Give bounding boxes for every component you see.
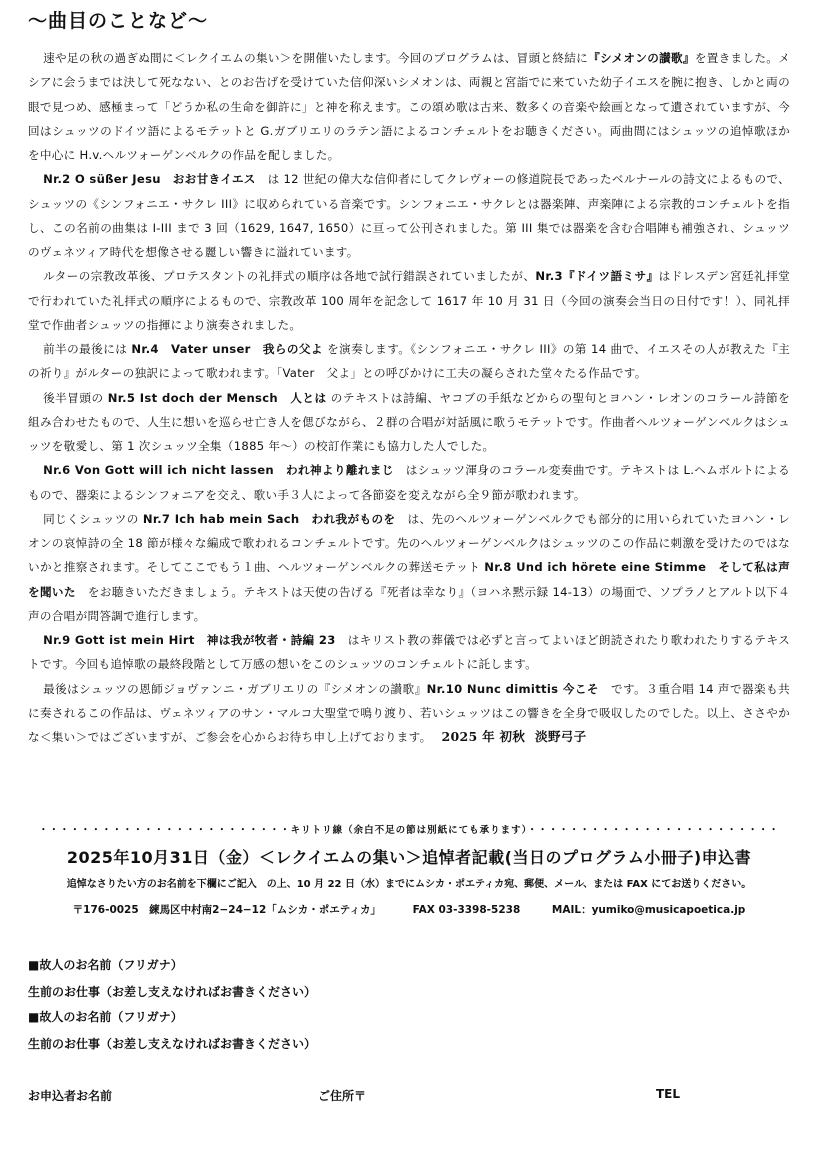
text-run: 同じくシュッツの xyxy=(43,511,143,526)
applicant-name-field[interactable]: お申込者お名前 xyxy=(28,1089,113,1103)
deceased-name-field-1[interactable]: ■故人のお名前（フリガナ） xyxy=(28,958,183,972)
text-run-bold: 『シメオンの讃歌』 xyxy=(588,51,695,65)
text-run: はキリスト教の葬儀では必ずと言ってよいほど朗読されたり歌われたりするテキストです。今回も追悼歌の最終段階として万感の想いをこのシュッツのコンチェルトに託します。 xyxy=(28,633,790,672)
signature-date: 2025 年 初秋 xyxy=(441,729,526,744)
text-run: をお聴きいただきましょう。テキストは天使の告げる『死者は幸なり』（ヨハネ黙示録 14-13）の場面で、ソプラノとアルト以下４声の合唱が問答調で進行します。 xyxy=(28,584,790,623)
form-instructions: 追悼なさりたい方のお名前を下欄にご記入 の上、10 月 22 日（水）までにムシカ・ポエティカ宛、郵便、メール、または FAX にてお送りください。 xyxy=(66,879,752,890)
text-run: はシュッツ渾身のコラール変奏曲です。テキストは L.ヘムボルトによるもので、器楽によるシンフォニアを交え、歌い手３人によって各節姿を変えながら全９節が歌われます。 xyxy=(28,463,790,502)
page-heading: 〜曲目のことなど〜 xyxy=(28,10,209,32)
email-address: MAIL：yumiko@musicapoetica.jp xyxy=(551,904,746,916)
occupation-field-2[interactable]: 生前のお仕事（お差し支えなければお書きください） xyxy=(28,1037,317,1051)
text-run-bold: Nr.2 O süßer Jesu おお甘きイエス xyxy=(43,172,256,187)
text-run: のテキストは詩編、ヤコブの手紙などからの聖句とヨハン・レオンのコラール詩節を組み合わせたもので、人生に想いを巡らせ亡き人を偲びながら、２群の合唱が対話風に歌うモテットです。作曲者ヘルツォーゲンベルクはシュッツを敬愛し、第 1 次シュッツ全集（1885 年〜）の校訂作業にも協力した人でした。 xyxy=(28,390,790,453)
text-run-bold: Nr.10 Nunc dimittis 今こそ xyxy=(426,681,599,696)
text-run-bold: Nr.3『ドイツ語ミサ』 xyxy=(535,269,659,284)
text-run: 最後はシュッツの恩師ジョヴァンニ・ガブリエリの『シメオンの讃歌』 xyxy=(43,681,427,696)
paragraph-nr2 xyxy=(28,167,790,264)
text-run: 前半の最後には xyxy=(43,342,132,356)
paragraph-nr6 xyxy=(28,458,790,507)
signature-name: 淡野弓子 xyxy=(535,729,587,744)
text-run: です。３重合唱 14 声で器楽も共に奏されるこの作品は、ヴェネツィアのサン・マルコ大聖堂で鳴り渡り、若いシュッツはこの響きを全身で吸収したのでした。以上、ささやかな＜集い＞ではございますが、ご参会を心からお待ち申し上げております。 xyxy=(28,681,790,744)
text-run: を置きました。メシアに会うまでは決して死なない、とのお告げを受けていた信仰深いシメオンは、両親と宮詣でに来ていた幼子イエスを腕に抱き、しかと両の眼で見つめ、感極まって「どうか私の生命を御許に」と神を称えます。この頌め歌は古来、数多くの音楽や絵画となって遺されていますが、今回はシュッツのドイツ語によるモテットと G.ガブリエリのラテン語によるコンチェルトをお聴きください。両曲間にはシュッツの追悼歌ほかを中心に H.v.ヘルツォーゲンベルクの作品を配しました。 xyxy=(28,51,791,162)
text-run: 速や足の秋の過ぎぬ間に＜レクイエムの集い＞を開催いたします。今回のプログラムは、冒頭と終結に xyxy=(43,51,589,65)
program-notes xyxy=(28,46,790,749)
text-run: はドレスデン宮廷礼拝堂で行われていた礼拝式の順序によるもので、宗教改革 100 周年を記念して 1617 年 10 月 31 日（今回の演奏会当日の日付です！）、同礼拝堂で作曲者シュッツの指揮により演奏されました。 xyxy=(28,269,790,332)
paragraph-nr10 xyxy=(28,677,790,750)
fax-number: FAX 03-3398-5238 xyxy=(412,904,521,916)
text-run-bold: Nr.5 Ist doch der Mensch 人とは xyxy=(107,390,327,405)
text-run: は、先のヘルツォーゲンベルクでも部分的に用いられていたヨハン・レオンの哀悼詩の全 18 節が様々な編成で歌われるコンチェルトです。先のヘルツォーゲンベルクはシュッツのこの作品に刺激を受けたのではないかと推察されます。そしてここでもう１曲、ヘルツォーゲンベルクの葬送モテット xyxy=(28,511,791,575)
text-run-bold: Nr.7 Ich hab mein Sach われ我がものを xyxy=(142,511,396,526)
paragraph-intro xyxy=(28,46,790,167)
text-run: ルターの宗教改革後、プロテスタントの礼拝式の順序は各地で試行錯誤されていましたが、 xyxy=(43,269,536,284)
text-run-bold: Nr.8 Und ich hörete eine Stimme そして私は声を聞いた xyxy=(28,560,790,599)
text-run: は 12 世紀の偉大な信仰者にしてクレヴォーの修道院長であったベルナールの詩文によるもので、シュッツの《シンフォニエ・サクレ III》に収められている音楽です。シンフォニエ・サクレとは器楽陣、声楽陣による宗教的コンチェルトを指し、この名前の曲集は I-III まで 3 回（1629, 1647, 1650）に亘って公刊されました。第 III 集では器楽を含む合唱陣も補強され、シュッツのヴェネツィア時代を想像させる麗しい響きに溢れています。 xyxy=(28,172,790,259)
postal-address: 〒176-0025 練馬区中村南2−24−12「ムシカ・ポエティカ」 xyxy=(72,904,381,916)
paragraph-nr7-nr8 xyxy=(28,507,790,628)
text-run-bold: Nr.4 Vater unser 我らの父よ xyxy=(131,342,323,356)
text-run: を演奏します。《シンフォニエ・サクレ III》の第 14 曲で、イエスその人が教えた『主の祈り』がルターの独訳によって歌われます。「Vater 父よ」との呼びかけに工夫の凝らされた堂々たる作品です。 xyxy=(28,342,791,381)
deceased-name-field-2[interactable]: ■故人のお名前（フリガナ） xyxy=(28,1010,183,1024)
text-run-bold: Nr.6 Von Gott will ich nicht lassen われ神より離れまじ xyxy=(43,463,394,478)
address-field[interactable]: ご住所〒 xyxy=(318,1089,367,1103)
text-run-bold: Nr.9 Gott ist mein Hirt 神は我が牧者・詩編 23 xyxy=(43,633,336,647)
paragraph-nr4 xyxy=(28,337,790,386)
paragraph-nr3 xyxy=(28,264,790,337)
contact-info xyxy=(28,902,790,917)
tel-field[interactable]: TEL xyxy=(656,1087,681,1101)
occupation-field-1[interactable]: 生前のお仕事（お差し支えなければお書きください） xyxy=(28,985,317,999)
paragraph-nr9 xyxy=(28,628,790,677)
form-title: 2025年10月31日（金）＜レクイエムの集い＞追悼者記載(当日のプログラム小冊子)申込書 xyxy=(66,848,752,867)
cut-line: ・・・・・・・・・・・・・・・・・・・・・・・・キリトリ線（余白不足の節は別紙にても承ります）・・・・・・・・・・・・・・・・・・・・・・・・ xyxy=(38,825,780,836)
paragraph-nr5 xyxy=(28,386,790,459)
text-run: 後半冒頭の xyxy=(43,390,108,405)
